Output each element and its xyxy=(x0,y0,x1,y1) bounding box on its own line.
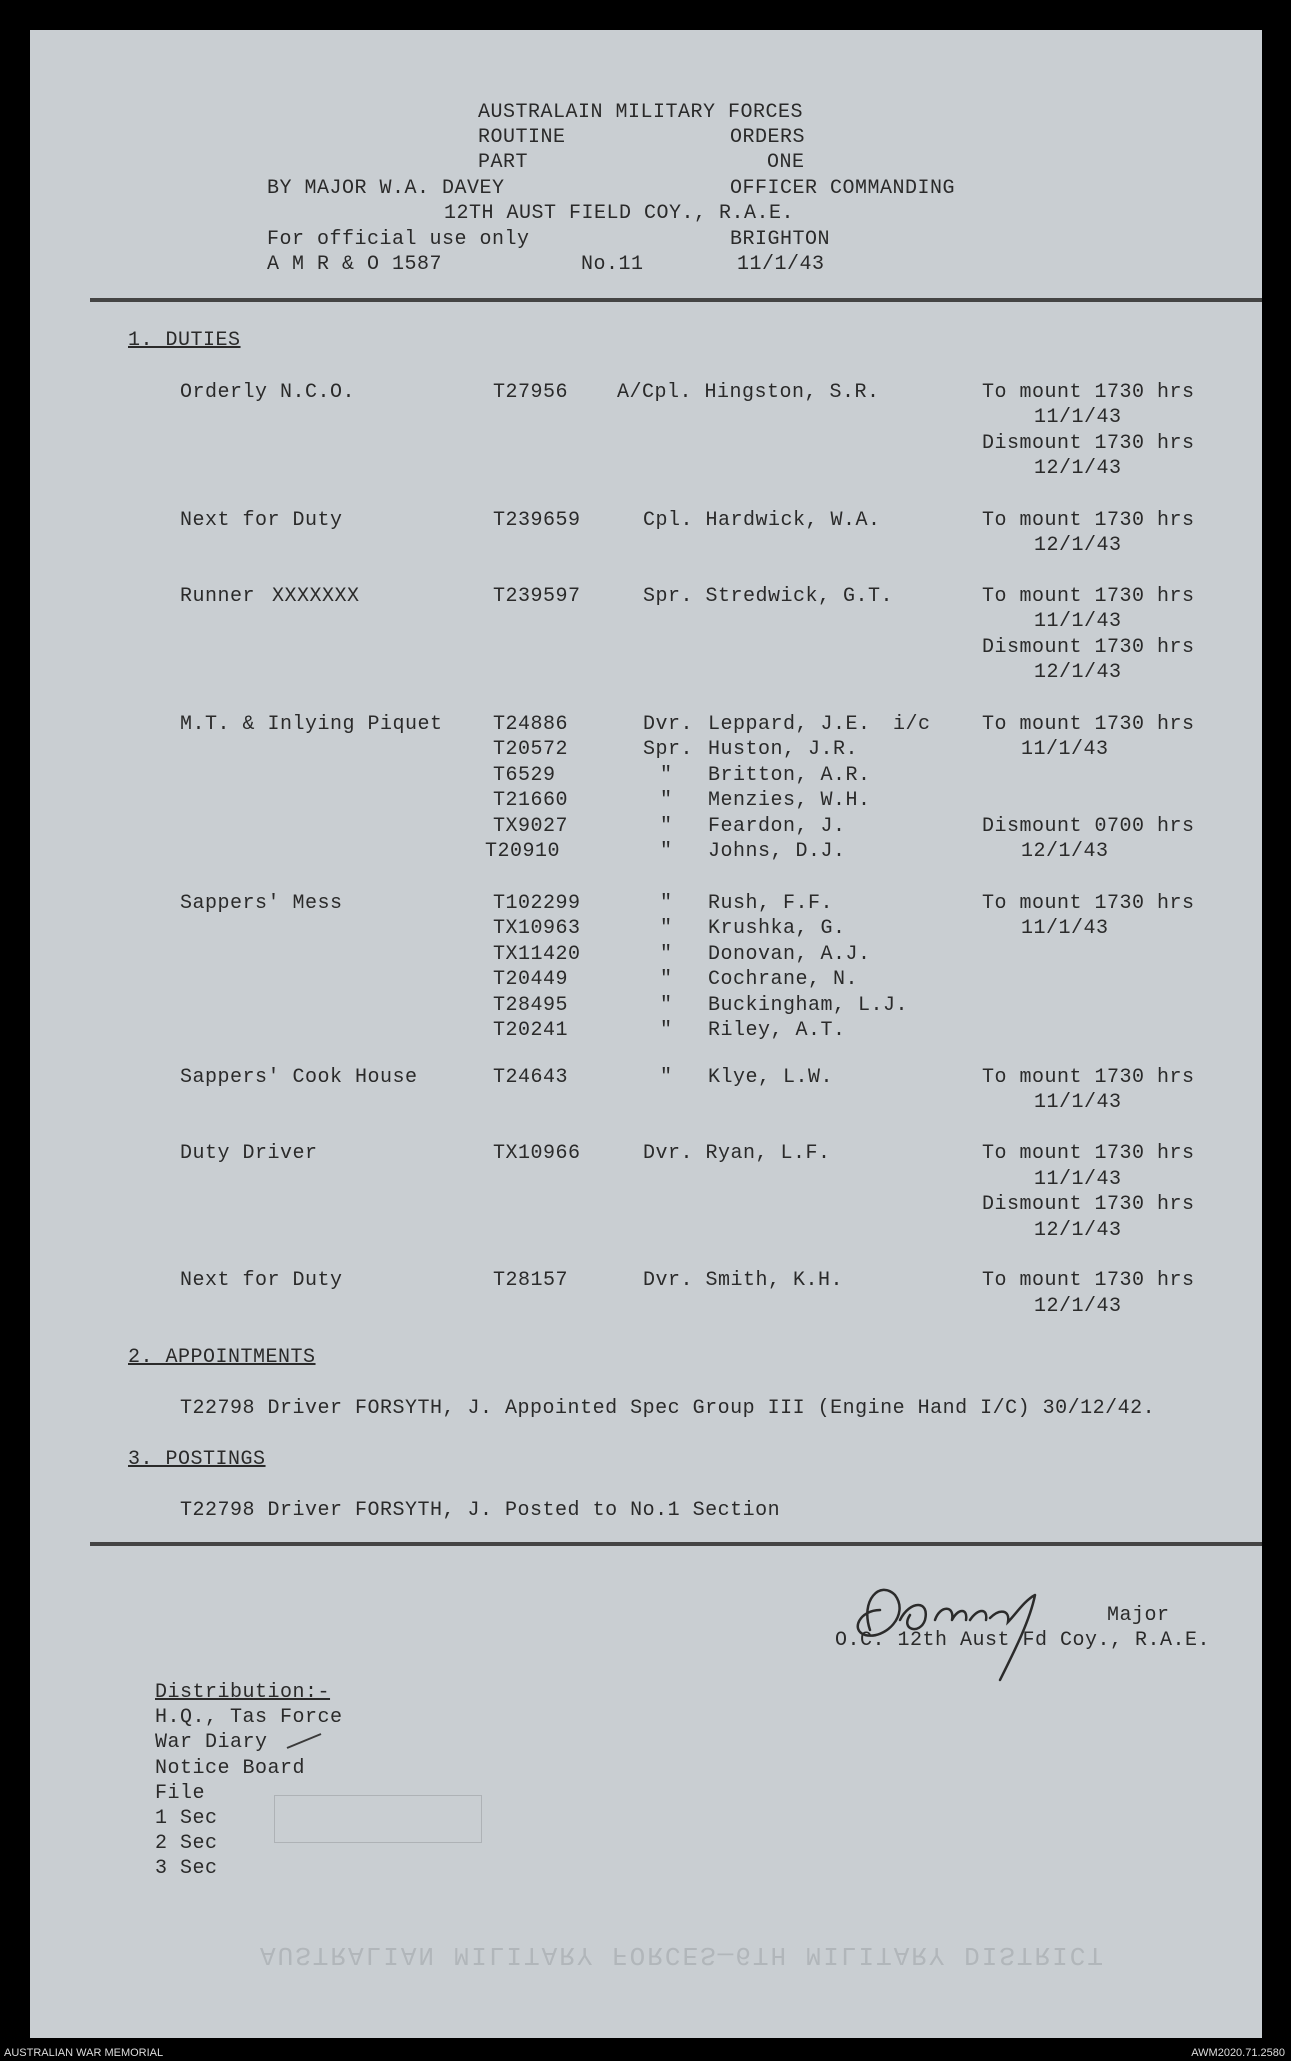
service-number: T239659 xyxy=(493,509,581,532)
postings-heading: 3. POSTINGS xyxy=(128,1448,266,1471)
header-official: For official use only xyxy=(267,228,530,251)
header-amr: A M R & O 1587 xyxy=(267,253,443,276)
service-number: TX9027 xyxy=(493,815,569,838)
personnel-name: Buckingham, L.J. xyxy=(708,994,909,1017)
faint-stamp-box xyxy=(274,1795,482,1843)
mount-time: To mount 1730 hrs xyxy=(982,585,1195,608)
header-routine: ROUTINE xyxy=(478,126,566,149)
mount-time: To mount 1730 hrs xyxy=(982,713,1195,736)
ditto-mark: " xyxy=(660,968,673,991)
mount-date: 11/1/43 xyxy=(1034,406,1122,429)
personnel-name: Spr. Stredwick, G.T. xyxy=(643,585,894,608)
service-number: T24643 xyxy=(493,1066,569,1089)
header-officer: OFFICER COMMANDING xyxy=(730,177,956,200)
personnel-name: Rush, F.F. xyxy=(708,892,834,915)
personnel-name: Riley, A.T. xyxy=(708,1019,846,1042)
ditto-mark: " xyxy=(660,943,673,966)
service-number: T6529 xyxy=(493,764,556,787)
service-number: T24886 xyxy=(493,713,569,736)
personnel-name: Cpl. Hardwick, W.A. xyxy=(643,509,881,532)
service-number: T20241 xyxy=(493,1019,569,1042)
personnel-name: Leppard, J.E. xyxy=(708,713,871,736)
ditto-mark: " xyxy=(660,1019,673,1042)
ditto-mark: " xyxy=(660,917,673,940)
mount-date: 12/1/43 xyxy=(1034,1295,1122,1318)
duty-role: Sappers' Mess xyxy=(180,892,343,915)
personnel-name: Menzies, W.H. xyxy=(708,789,871,812)
personnel-name: Huston, J.R. xyxy=(708,738,859,761)
duty-role: Sappers' Cook House xyxy=(180,1066,418,1089)
personnel-name: Dvr. Smith, K.H. xyxy=(643,1269,844,1292)
top-rule xyxy=(90,298,1262,302)
service-number: TX10966 xyxy=(493,1142,581,1165)
duty-role: Duty Driver xyxy=(180,1142,318,1165)
bottom-rule xyxy=(90,1542,1262,1546)
service-number: T20910 xyxy=(485,840,561,863)
ditto-mark: " xyxy=(660,994,673,1017)
ditto-mark: " xyxy=(660,764,673,787)
mount-time: To mount 1730 hrs xyxy=(982,892,1195,915)
header-by: BY MAJOR W.A. DAVEY xyxy=(267,177,505,200)
mount-date: 12/1/43 xyxy=(1034,534,1122,557)
dismount-date: 12/1/43 xyxy=(1034,1219,1122,1242)
dismount-time: Dismount 1730 hrs xyxy=(982,432,1195,455)
posting-entry: T22798 Driver FORSYTH, J. Posted to No.1 Section xyxy=(180,1499,781,1522)
header-unit: 12TH AUST FIELD COY., R.A.E. xyxy=(444,202,795,225)
duty-role: Next for Duty xyxy=(180,1269,343,1292)
distribution-item: Notice Board xyxy=(155,1757,306,1780)
signature-handwritten xyxy=(840,1560,1080,1690)
distribution-heading: Distribution:- xyxy=(155,1681,331,1704)
footer-accession: AWM2020.71.2580 xyxy=(1191,2047,1285,2059)
service-number: T28495 xyxy=(493,994,569,1017)
service-number: TX10963 xyxy=(493,917,581,940)
header-part: PART xyxy=(478,151,529,174)
service-number: TX11420 xyxy=(493,943,581,966)
document-page xyxy=(30,30,1262,2038)
header-one: ONE xyxy=(767,151,805,174)
distribution-item: H.Q., Tas Force xyxy=(155,1706,343,1729)
mount-date: 11/1/43 xyxy=(1034,1168,1122,1191)
signatory-rank: Major xyxy=(1107,1604,1170,1627)
personnel-name: A/Cpl. Hingston, S.R. xyxy=(617,381,880,404)
duty-role: Runner xyxy=(180,585,256,608)
mount-date: 11/1/43 xyxy=(1021,917,1109,940)
service-number: T21660 xyxy=(493,789,569,812)
duties-heading: 1. DUTIES xyxy=(128,329,241,352)
duty-role: Orderly N.C.O. xyxy=(180,381,356,404)
dismount-date: 12/1/43 xyxy=(1034,661,1122,684)
ditto-mark: " xyxy=(660,892,673,915)
personnel-name: Feardon, J. xyxy=(708,815,846,838)
mount-date: 11/1/43 xyxy=(1021,738,1109,761)
mount-date: 11/1/43 xyxy=(1034,610,1122,633)
bleed-through-watermark: AUSTRALIAN MILITARY FORCES—6TH MILITARY DISTRICT xyxy=(260,1940,1105,1970)
personnel-name: Johns, D.J. xyxy=(708,840,846,863)
service-number: T239597 xyxy=(493,585,581,608)
header-brighton: BRIGHTON xyxy=(730,228,831,251)
mount-time: To mount 1730 hrs xyxy=(982,1066,1195,1089)
personnel-name: Donovan, A.J. xyxy=(708,943,871,966)
ditto-mark: " xyxy=(660,789,673,812)
appointments-heading: 2. APPOINTMENTS xyxy=(128,1346,316,1369)
ditto-mark: " xyxy=(660,840,673,863)
distribution-item: 3 Sec xyxy=(155,1857,218,1880)
dismount-date: 12/1/43 xyxy=(1021,840,1109,863)
service-number: T27956 xyxy=(493,381,569,404)
service-number: T20449 xyxy=(493,968,569,991)
service-number: T28157 xyxy=(493,1269,569,1292)
mount-time: To mount 1730 hrs xyxy=(982,509,1195,532)
rank: Spr. xyxy=(643,738,694,761)
header-number: No.11 xyxy=(581,253,644,276)
dismount-time: Dismount 1730 hrs xyxy=(982,1193,1195,1216)
personnel-name: Cochrane, N. xyxy=(708,968,859,991)
dismount-time: Dismount 0700 hrs xyxy=(982,815,1195,838)
personnel-name: Klye, L.W. xyxy=(708,1066,834,1089)
personnel-name: Dvr. Ryan, L.F. xyxy=(643,1142,831,1165)
distribution-item: 1 Sec xyxy=(155,1807,218,1830)
service-number: T102299 xyxy=(493,892,581,915)
duty-role: Next for Duty xyxy=(180,509,343,532)
header-orders: ORDERS xyxy=(730,126,806,149)
distribution-item: 2 Sec xyxy=(155,1832,218,1855)
ditto-mark: " xyxy=(660,815,673,838)
distribution-item: File xyxy=(155,1782,206,1805)
ditto-mark: " xyxy=(660,1066,673,1089)
service-number: T20572 xyxy=(493,738,569,761)
header-date: 11/1/43 xyxy=(737,253,825,276)
distribution-item: War Diary xyxy=(155,1731,268,1754)
rank: Dvr. xyxy=(643,713,694,736)
personnel-name: Britton, A.R. xyxy=(708,764,871,787)
mount-time: To mount 1730 hrs xyxy=(982,1269,1195,1292)
check-mark-icon xyxy=(285,1730,325,1752)
personnel-name: Krushka, G. xyxy=(708,917,846,940)
duty-role: M.T. & Inlying Piquet xyxy=(180,713,443,736)
dismount-date: 12/1/43 xyxy=(1034,457,1122,480)
in-charge-mark: i/c xyxy=(893,713,931,736)
appointment-entry: T22798 Driver FORSYTH, J. Appointed Spec Group III (Engine Hand I/C) 30/12/42. xyxy=(180,1397,1156,1420)
signatory-title: O.C. 12th Aust Fd Coy., R.A.E. xyxy=(835,1629,1211,1652)
header-title: AUSTRALAIN MILITARY FORCES xyxy=(478,101,804,124)
dismount-time: Dismount 1730 hrs xyxy=(982,636,1195,659)
footer-source: AUSTRALIAN WAR MEMORIAL xyxy=(4,2047,164,2059)
mount-time: To mount 1730 hrs xyxy=(982,1142,1195,1165)
mount-time: To mount 1730 hrs xyxy=(982,381,1195,404)
struck-text: XXXXXXX xyxy=(272,585,360,608)
mount-date: 11/1/43 xyxy=(1034,1091,1122,1114)
